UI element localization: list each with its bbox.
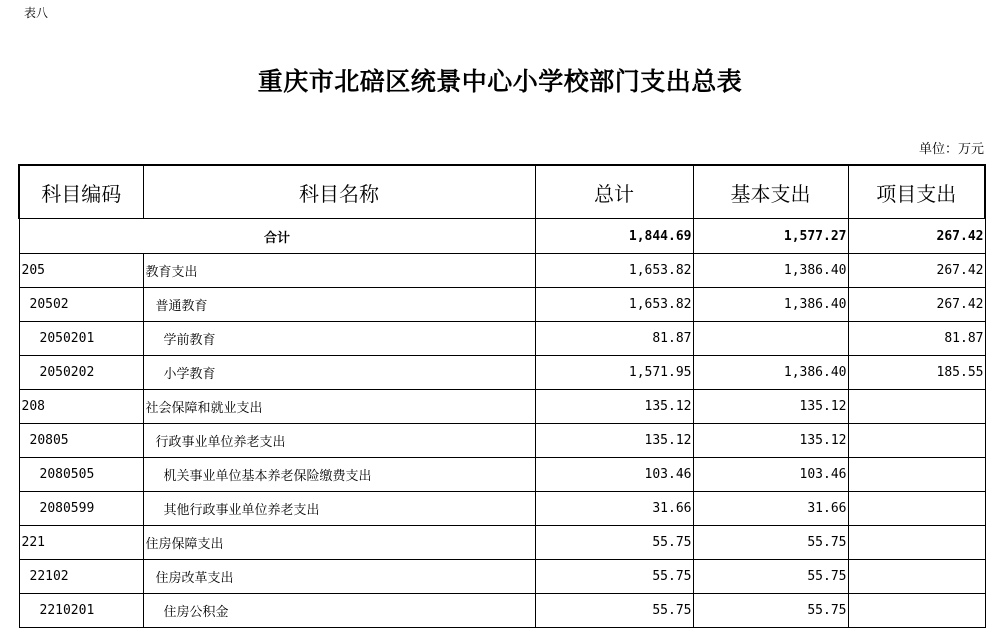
row-name: 普通教育: [143, 288, 535, 322]
table-header-row: [19, 165, 985, 219]
row-project: [848, 458, 985, 492]
table-row: [19, 390, 985, 424]
row-basic: 135.12: [693, 424, 848, 458]
row-name: 小学教育: [143, 356, 535, 390]
row-basic: 103.46: [693, 458, 848, 492]
table-label: 表八: [24, 6, 49, 20]
row-total: 81.87: [535, 322, 693, 356]
row-basic: 55.75: [693, 526, 848, 560]
table-row: [19, 458, 985, 492]
table-row: [19, 322, 985, 356]
table-row: [19, 594, 985, 628]
row-total: 135.12: [535, 390, 693, 424]
row-code: 20502: [19, 288, 143, 322]
row-project: 267.42: [848, 288, 985, 322]
table-row: [19, 254, 985, 288]
row-total: 31.66: [535, 492, 693, 526]
expenditure-table: [18, 164, 986, 628]
row-total: 55.75: [535, 526, 693, 560]
table-row: [19, 492, 985, 526]
header-total: 总计: [535, 165, 693, 219]
row-name: 住房保障支出: [143, 526, 535, 560]
row-name: 机关事业单位基本养老保险缴费支出: [143, 458, 535, 492]
header-basic: 基本支出: [693, 165, 848, 219]
row-total: 1,571.95: [535, 356, 693, 390]
row-code: 205: [19, 254, 143, 288]
row-basic: 135.12: [693, 390, 848, 424]
row-total: 103.46: [535, 458, 693, 492]
header-project: 项目支出: [848, 165, 985, 219]
total-row: [19, 219, 985, 254]
row-project: [848, 424, 985, 458]
row-total: 55.75: [535, 560, 693, 594]
row-basic: 55.75: [693, 594, 848, 628]
total-project: 267.42: [848, 219, 985, 254]
total-basic: 1,577.27: [693, 219, 848, 254]
table-row: [19, 356, 985, 390]
row-code: 20805: [19, 424, 143, 458]
row-code: 22102: [19, 560, 143, 594]
row-name: 住房改革支出: [143, 560, 535, 594]
row-code: 2080505: [19, 458, 143, 492]
row-project: [848, 492, 985, 526]
row-code: 221: [19, 526, 143, 560]
page-title: 重庆市北碚区统景中心小学校部门支出总表: [257, 67, 743, 96]
row-project: [848, 390, 985, 424]
row-project: [848, 526, 985, 560]
row-name: 学前教育: [143, 322, 535, 356]
total-sum: 1,844.69: [535, 219, 693, 254]
row-name: 其他行政事业单位养老支出: [143, 492, 535, 526]
row-project: [848, 560, 985, 594]
row-code: 2050201: [19, 322, 143, 356]
header-name: 科目名称: [143, 165, 535, 219]
row-total: 55.75: [535, 594, 693, 628]
table-row: [19, 288, 985, 322]
row-basic: 1,386.40: [693, 288, 848, 322]
table-row: [19, 560, 985, 594]
row-basic: 31.66: [693, 492, 848, 526]
row-basic: 1,386.40: [693, 356, 848, 390]
row-code: 2050202: [19, 356, 143, 390]
row-total: 135.12: [535, 424, 693, 458]
row-project: 267.42: [848, 254, 985, 288]
total-label: 合计: [19, 219, 535, 254]
row-total: 1,653.82: [535, 254, 693, 288]
table-row: [19, 526, 985, 560]
row-code: 208: [19, 390, 143, 424]
row-total: 1,653.82: [535, 288, 693, 322]
row-project: [848, 594, 985, 628]
row-project: 81.87: [848, 322, 985, 356]
table-row: [19, 424, 985, 458]
row-name: 住房公积金: [143, 594, 535, 628]
row-name: 社会保障和就业支出: [143, 390, 535, 424]
row-code: 2210201: [19, 594, 143, 628]
row-basic: [693, 322, 848, 356]
row-project: 185.55: [848, 356, 985, 390]
row-code: 2080599: [19, 492, 143, 526]
unit-label: 单位：万元: [918, 142, 984, 157]
row-basic: 1,386.40: [693, 254, 848, 288]
row-name: 行政事业单位养老支出: [143, 424, 535, 458]
row-basic: 55.75: [693, 560, 848, 594]
header-code: 科目编码: [19, 165, 143, 219]
row-name: 教育支出: [143, 254, 535, 288]
